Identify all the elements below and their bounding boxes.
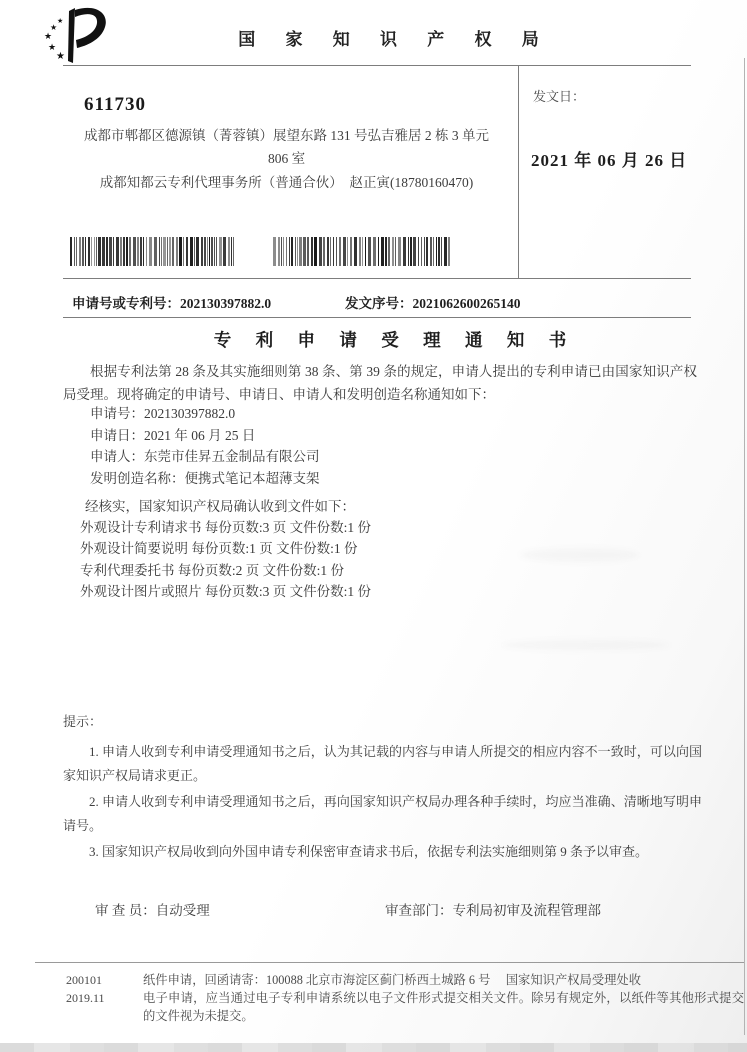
notice-fields xyxy=(90,403,320,489)
note-item-1: 1. 申请人收到专利申请受理通知书之后，认为其记载的内容与申请人所提交的相应内容不一致时，可以向国家知识产权局请求更正。 xyxy=(63,744,702,783)
scan-bottom-edge xyxy=(0,1043,747,1052)
serial-number-row xyxy=(345,292,521,312)
svg-text:★: ★ xyxy=(50,23,58,32)
examiner-label: 审 查 员： xyxy=(95,903,156,918)
notice-title: 专 利 申 请 受 理 通 知 书 xyxy=(213,330,577,350)
dispatch-date-label: 发文日： xyxy=(533,89,586,104)
examiner-row xyxy=(95,899,210,919)
department-label: 审查部门： xyxy=(385,903,453,918)
barcode-right xyxy=(273,237,461,266)
rule-above-numbers xyxy=(63,278,691,279)
dispatch-date-value: 2021 年 06 月 26 日 xyxy=(531,151,688,170)
serial-number-value: 2021062600265140 xyxy=(412,296,521,311)
footer-form-codes xyxy=(66,971,105,1007)
form-code: 200101 xyxy=(66,973,102,987)
received-document-item: 外观设计专利请求书 每份页数:3 页 文件份数:1 份 xyxy=(80,520,372,535)
svg-text:★: ★ xyxy=(44,31,53,41)
scan-page-edge xyxy=(744,58,745,1035)
field-application-date: 申请日：2021 年 06 月 25 日 xyxy=(90,427,256,443)
header-rule xyxy=(63,65,691,66)
cnipa-logo-icon xyxy=(36,6,114,66)
serial-number-label: 发文序号： xyxy=(345,296,413,311)
note-item-2: 2. 申请人收到专利申请受理通知书之后，再向国家知识产权局办理各种手续时，均应当准确、清晰地写明申请号。 xyxy=(63,794,702,833)
recipient-agent-line: 成都知都云专利代理事务所（普通合伙） 赵正寅(18780160470) xyxy=(99,175,474,190)
svg-text:★: ★ xyxy=(57,17,64,25)
form-revision: 2019.11 xyxy=(66,991,105,1005)
received-document-item: 外观设计图片或照片 每份页数:3 页 文件份数:1 份 xyxy=(80,584,372,600)
footer-paper-line: 纸件申请，回函请寄：100088 北京市海淀区蓟门桥西土城路 6 号 国家知识产权局受理处收 xyxy=(143,973,642,987)
notes-title: 提示： xyxy=(63,714,103,729)
field-invention-title: 发明创造名称：便携式笔记本超薄支架 xyxy=(90,470,320,486)
agency-title: 国 家 知 识 产 权 局 xyxy=(238,30,552,49)
notice-intro-paragraph: 根据专利法第 28 条及其实施细则第 38 条、第 39 条的规定，申请人提出的专利申请已由国家知识产权局受理。现将确定的申请号、申请日、申请人和发明创造名称通知如下： xyxy=(63,364,697,402)
barcode-left xyxy=(70,237,246,266)
received-documents-list xyxy=(80,517,371,603)
field-applicant: 申请人：东莞市佳昇五金制品有限公司 xyxy=(90,449,320,465)
department-row xyxy=(385,899,601,919)
received-document-item: 专利代理委托书 每份页数:2 页 文件份数:1 份 xyxy=(80,562,345,578)
scan-smudge xyxy=(520,548,640,562)
field-application-number: 申请号：202130397882.0 xyxy=(90,406,236,421)
department-value: 专利局初审及流程管理部 xyxy=(452,903,601,918)
footer-instructions xyxy=(143,971,744,1025)
footer-rule xyxy=(35,962,745,963)
rule-below-numbers xyxy=(63,317,691,318)
notes-section xyxy=(63,710,702,864)
scan-smudge xyxy=(500,640,670,650)
footer-electronic-line: 电子申请，应当通过电子专利申请系统以电子文件形式提交相关文件。除另有规定外，以纸件等其他形式提交的文件视为未提交。 xyxy=(143,991,744,1023)
note-item-3: 3. 国家知识产权局收到向外国申请专利保密审查请求书后，依据专利法实施细则第 9 条予以审查。 xyxy=(89,844,649,859)
received-document-item: 外观设计简要说明 每份页数:1 页 文件份数:1 份 xyxy=(80,541,358,557)
application-number-label: 申请号或专利号： xyxy=(72,296,180,311)
dispatch-box-border xyxy=(518,65,519,278)
recipient-address-line1: 成都市郫都区德源镇（菁蓉镇）展望东路 131 号弘吉雅居 2 栋 3 单元 xyxy=(84,128,489,143)
svg-text:★: ★ xyxy=(56,51,65,62)
recipient-address-line2: 806 室 xyxy=(267,151,306,166)
svg-text:★: ★ xyxy=(48,42,57,52)
application-number-value: 202130397882.0 xyxy=(180,296,272,311)
examiner-value: 自动受理 xyxy=(155,903,210,918)
confirm-line: 经核实，国家知识产权局确认收到文件如下： xyxy=(85,499,355,514)
application-number-row xyxy=(72,292,271,312)
recipient-postcode: 611730 xyxy=(84,94,146,115)
